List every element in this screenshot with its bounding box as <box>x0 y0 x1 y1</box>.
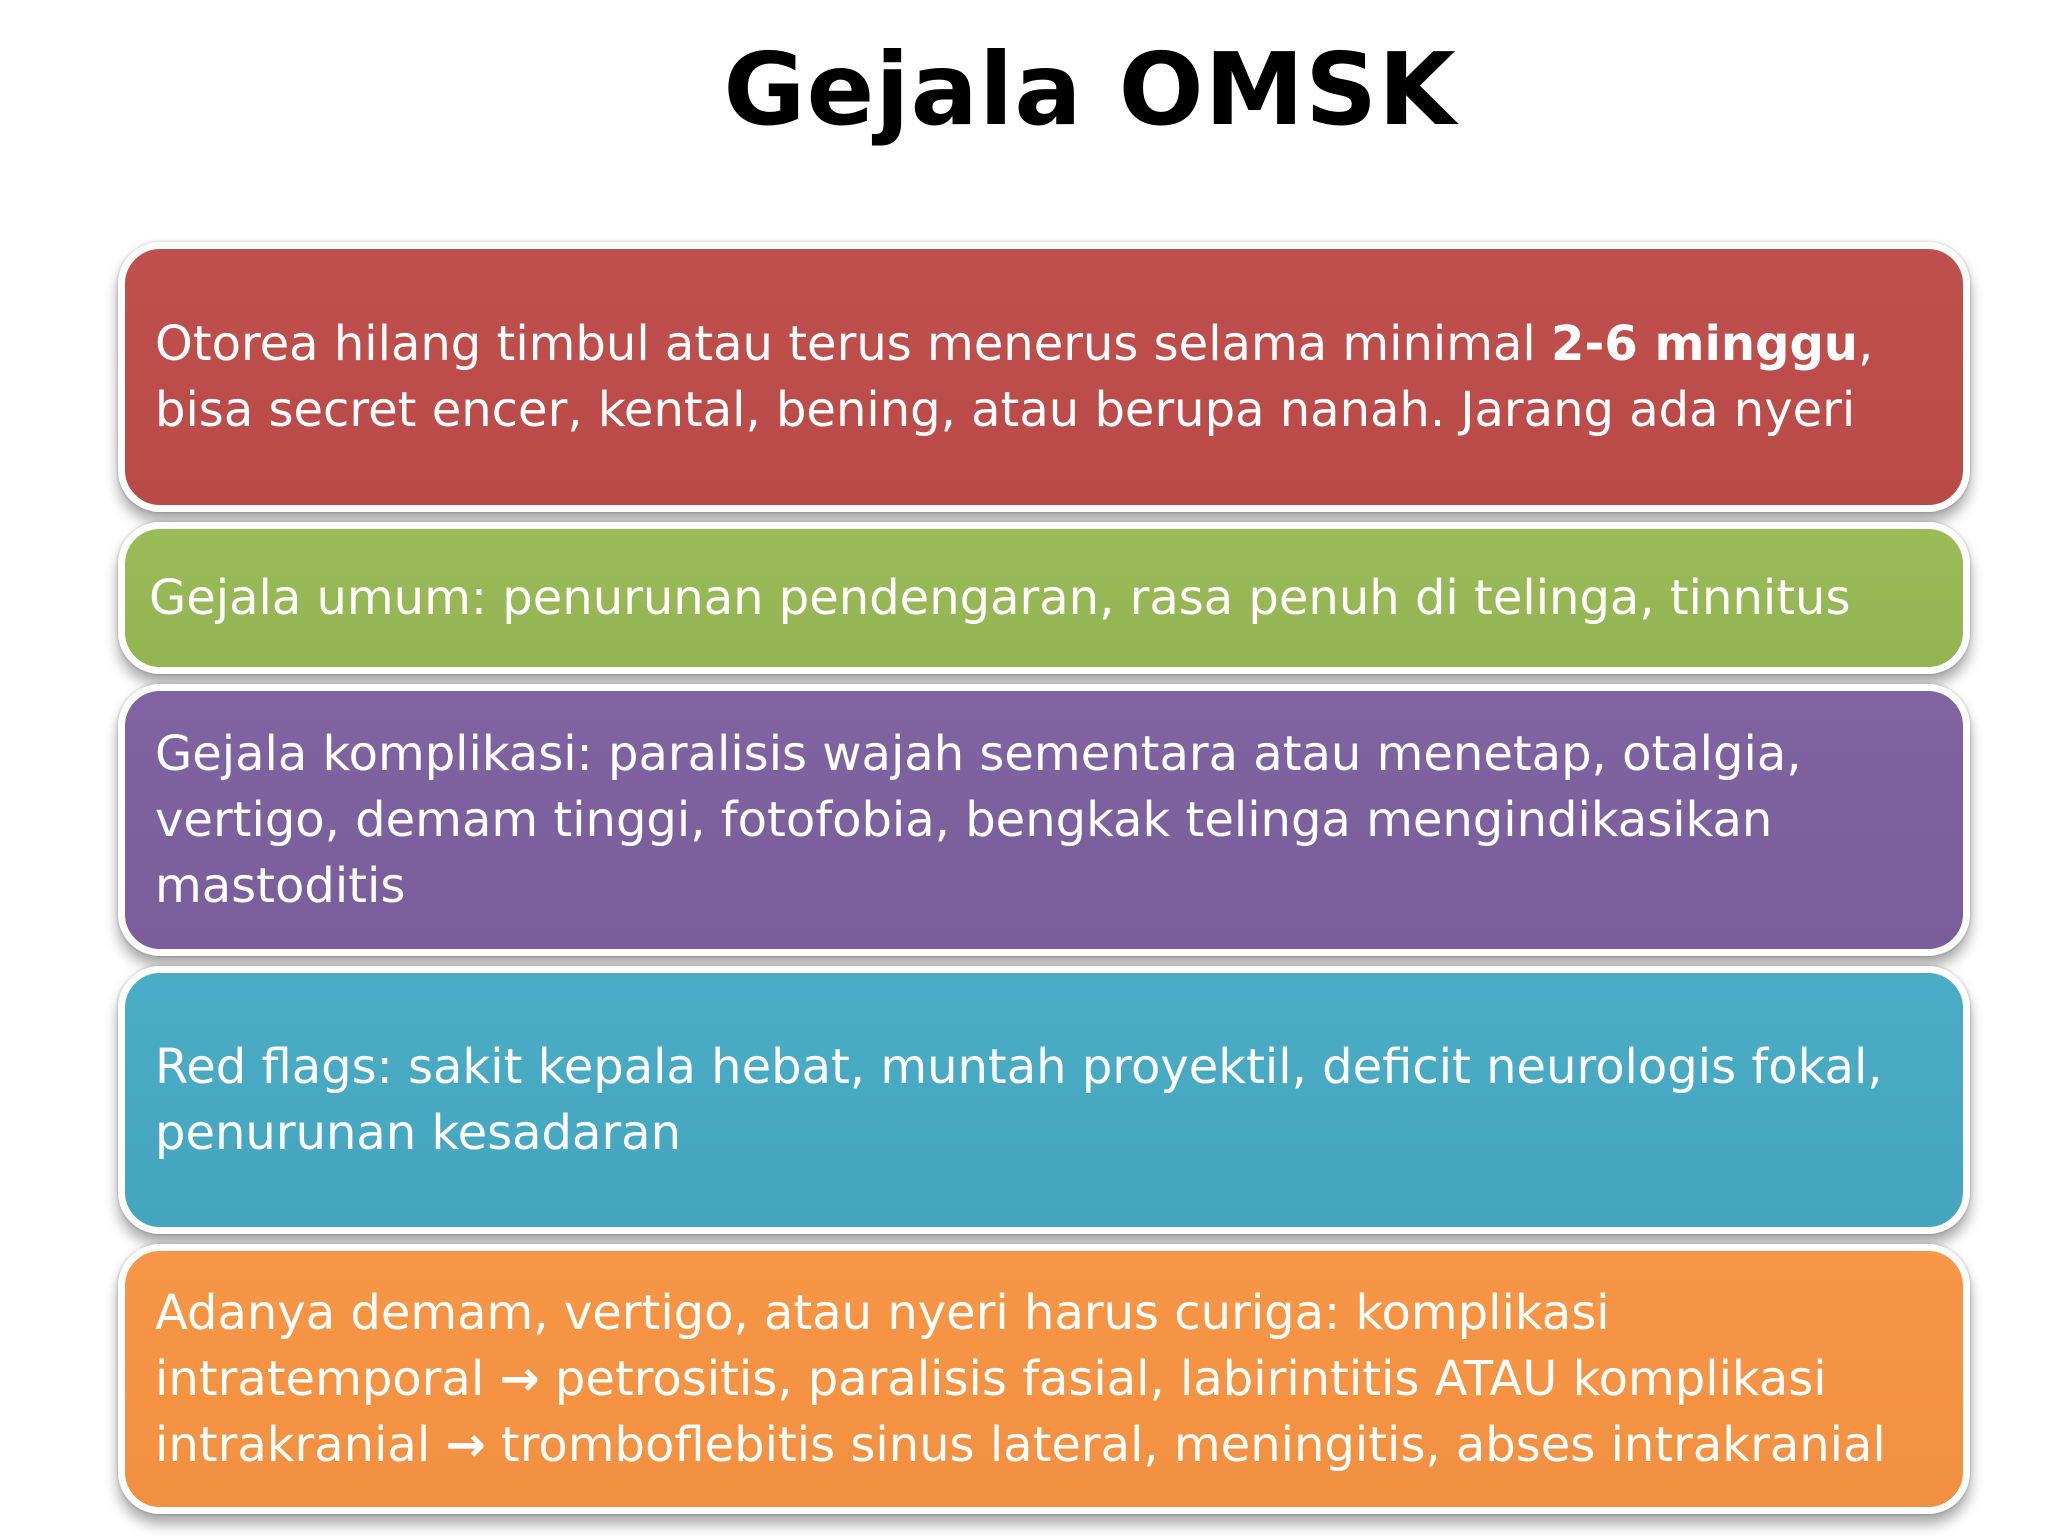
komplikasi-part2: petrositis, paralisis fasial, labirintitis ATAU komplikasi intrakranial <box>155 1351 1827 1473</box>
gejala-komplikasi-text: Gejala komplikasi: paralisis wajah sementara atau menetap, otalgia, vertigo, demam tinggi, fotofobia, bengkak telinga mengindikasikan mastoditis <box>155 726 1802 914</box>
gejala-umum-box <box>118 522 1970 674</box>
slide-title: Gejala OMSK <box>723 31 1457 148</box>
komplikasi-part1: Adanya demam, vertigo, atau nyeri harus curiga: komplikasi intratemporal <box>155 1285 1610 1407</box>
gejala-umum-text: Gejala umum: penurunan pendengaran, rasa penuh di telinga, tinnitus <box>149 570 1851 626</box>
otorea-duration: 2-6 minggu <box>1551 316 1858 372</box>
otorea-text-before: Otorea hilang timbul atau terus menerus selama minimal <box>155 316 1552 372</box>
otorea-text-after: , bisa secret encer, kental, bening, atau berupa nanah. Jarang ada nyeri <box>155 316 1874 438</box>
otorea-box <box>118 242 1970 512</box>
gejala-komplikasi-box <box>118 684 1970 956</box>
red-flags-text: Red flags: sakit kepala hebat, muntah proyektil, deficit neurologis fokal, penurunan kesadaran <box>155 1039 1883 1161</box>
otorea-text <box>155 311 1939 443</box>
arrow-right-icon: → <box>499 1351 540 1407</box>
komplikasi-part3: tromboflebitis sinus lateral, meningitis, abses intrakranial <box>485 1417 1886 1473</box>
komplikasi-box <box>118 1244 1970 1514</box>
arrow-right-icon: → <box>445 1417 486 1473</box>
komplikasi-text <box>155 1280 1939 1478</box>
red-flags-box <box>118 966 1970 1234</box>
